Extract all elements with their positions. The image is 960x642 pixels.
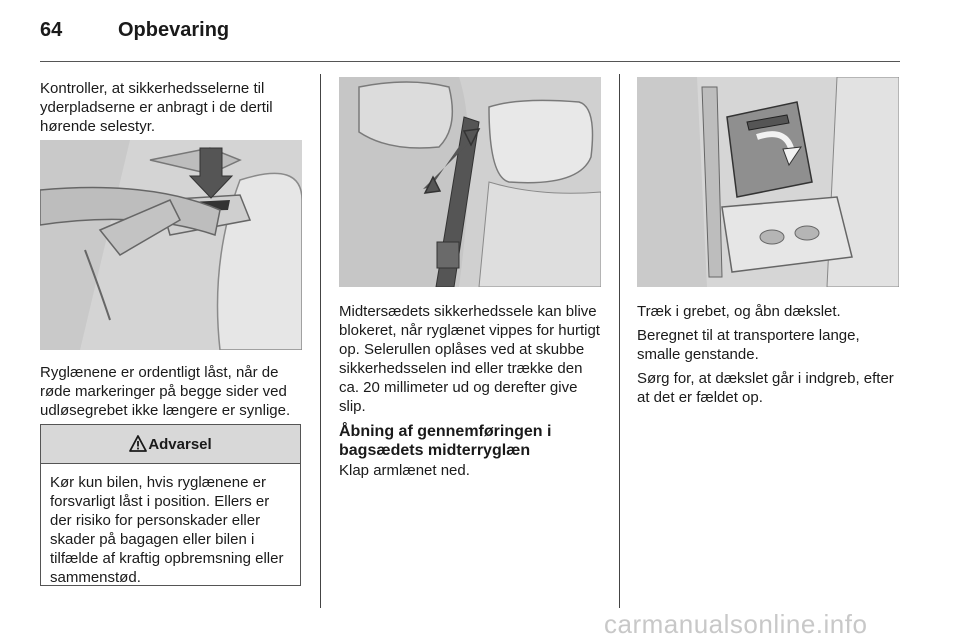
column-divider [619, 74, 620, 608]
armrest-hatch-illustration [637, 77, 899, 287]
lock-check-paragraph: Ryglænene er ordentligt låst, når de røde markeringer på begge sider ved udløsegrebet ikke længere er synlige. [40, 364, 291, 419]
center-belt-paragraph: Midtersædets sikkerhedssele kan blive blokeret, når ryglænet vippes for hurtigt op. Selerullen oplåses ved at skubbe sikkerhedsselen ind eller trække den ca. 20 millimeter ud og derefter give slip. [339, 303, 600, 415]
latch-paragraph: Sørg for, at dækslet går i indgreb, efter at det er fældet op. [637, 370, 894, 406]
pull-handle-paragraph: Træk i grebet, og åbn dækslet. [637, 303, 841, 320]
center-seatbelt-illustration [339, 77, 601, 287]
header-rule [40, 61, 900, 62]
warning-header [41, 425, 300, 464]
warning-box [40, 424, 301, 586]
column-divider [320, 74, 321, 608]
page-number: 64 [40, 19, 63, 41]
heading-paragraph: Klap armlænet ned. [339, 462, 470, 479]
seatbelt-guide-illustration [40, 140, 302, 350]
purpose-paragraph: Beregnet til at transportere lange, smalle genstande. [637, 327, 860, 363]
warning-text: Kør kun bilen, hvis ryglænene er forsvarligt låst i position. Ellers er der risiko for personskader eller skader på bagagen eller bilen i tilfælde af kraftig opbremsning eller sammenstød. [50, 474, 284, 586]
section-heading: Åbning af gennemføringen i bagsædets midterryglæn [339, 423, 552, 459]
intro-paragraph: Kontroller, at sikkerhedsselerne til yderpladserne er anbragt i de dertil hørende selestyr. [40, 80, 273, 135]
page-title: Opbevaring [118, 19, 230, 41]
warning-triangle-icon [129, 435, 147, 453]
warning-title: Advarsel [148, 435, 212, 453]
watermark: carmanualsonline.info [604, 609, 868, 639]
